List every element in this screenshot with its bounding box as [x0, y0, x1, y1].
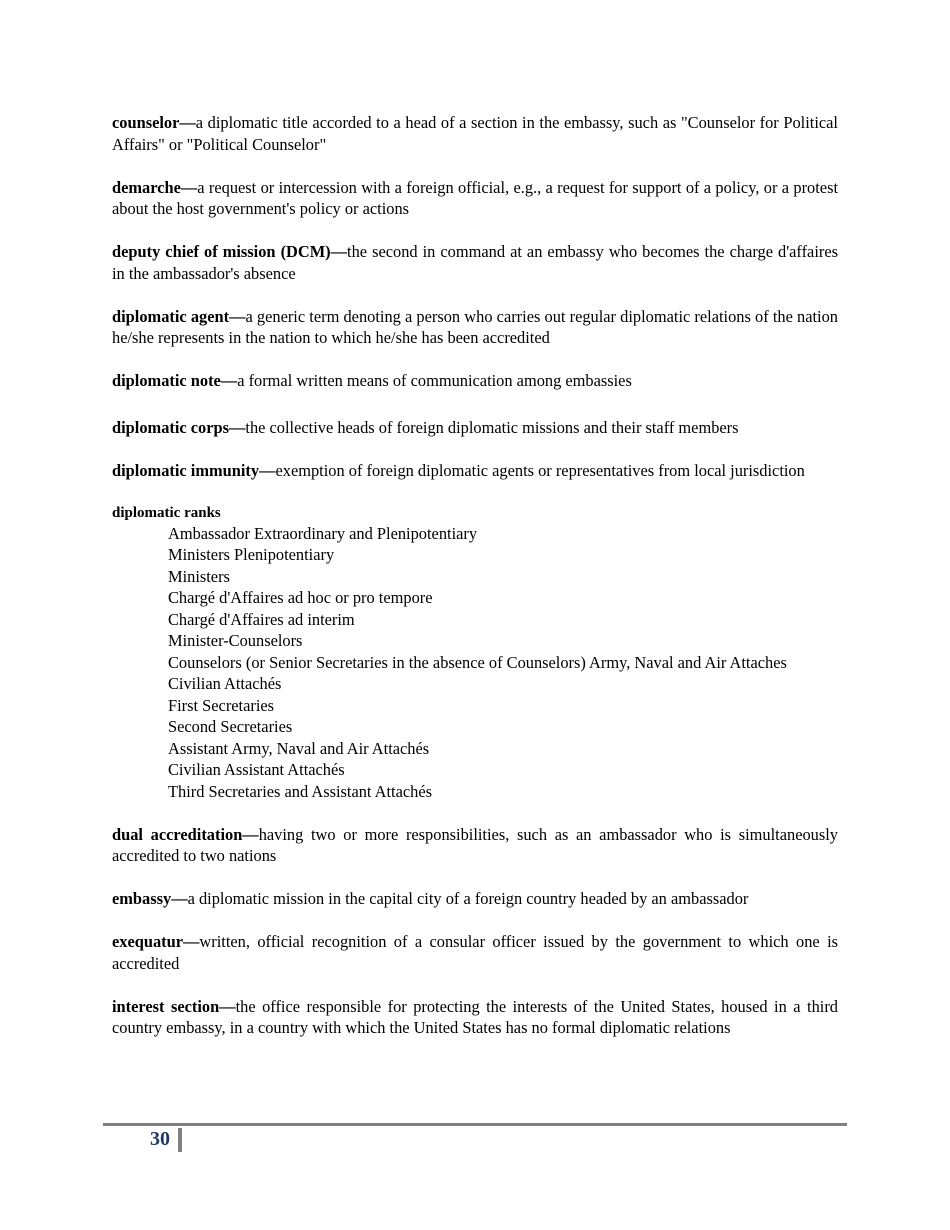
entry-definition: written, official recognition of a consular officer issued by the government to which one is accredited — [112, 932, 838, 973]
rank-item: Ministers — [168, 566, 230, 586]
entry-term: diplomatic note— — [112, 371, 238, 390]
glossary-entry — [112, 112, 838, 155]
glossary-entry — [112, 370, 838, 392]
rank-item: Assistant Army, Naval and Air Attachés — [168, 738, 430, 758]
rank-item: Civilian Assistant Attachés — [168, 760, 345, 779]
page-number: 30 — [150, 1128, 170, 1150]
entry-term: diplomatic corps— — [112, 417, 246, 437]
glossary-entry — [112, 177, 838, 220]
rank-item: Third Secretaries and Assistant Attachés — [168, 781, 433, 801]
rank-item: Civilian Attachés — [168, 674, 282, 693]
glossary-page — [112, 112, 838, 1060]
rank-item: Second Secretaries — [168, 717, 293, 736]
footer-rule — [103, 1123, 847, 1126]
entry-definition: a request or intercession with a foreign official, e.g., a request for support of a policy, or a protest about the host government's policy or actions — [112, 177, 838, 218]
entry-term: diplomatic immunity— — [112, 460, 276, 480]
glossary-entry — [112, 460, 838, 482]
rank-item: Minister-Counselors — [168, 631, 303, 650]
entry-definition: a diplomatic title accorded to a head of a section in the embassy, such as "Counselor for Political Affairs" or "Political Counselor" — [112, 113, 838, 154]
entry-definition: the office responsible for protecting the interests of the United States, housed in a third country embassy, in a country with which the United States has no formal diplomatic relations — [112, 996, 838, 1037]
page-number-divider — [178, 1128, 182, 1152]
rank-item: Chargé d'Affaires ad hoc or pro tempore — [168, 588, 433, 607]
rank-item: Ambassador Extraordinary and Plenipotentiary — [168, 523, 478, 543]
glossary-entry — [112, 931, 838, 974]
ranks-title: diplomatic ranks — [112, 504, 221, 521]
entry-term: counselor— — [112, 113, 196, 132]
entry-definition: exemption of foreign diplomatic agents or representatives from local jurisdiction — [275, 460, 805, 480]
rank-item: First Secretaries — [168, 695, 275, 715]
entry-term: exequatur— — [112, 932, 200, 951]
entry-term: diplomatic agent— — [112, 306, 246, 326]
entry-definition: a generic term denoting a person who carries out regular diplomatic relations of the nation he/she represents in the nation to which he/she has been accredited — [112, 306, 838, 347]
rank-item: Ministers Plenipotentiary — [168, 545, 335, 564]
entry-definition: a diplomatic mission in the capital city of a foreign country headed by an ambassador — [187, 889, 749, 908]
glossary-entry — [112, 996, 838, 1039]
entry-term: demarche— — [112, 177, 198, 197]
entry-definition: the collective heads of foreign diplomatic missions and their staff members — [245, 417, 739, 437]
rank-item: Counselors (or Senior Secretaries in the absence of Counselors) Army, Naval and Air Attaches — [168, 652, 787, 672]
entry-definition: the second in command at an embassy who becomes the charge d'affaires in the ambassador's absence — [112, 242, 838, 283]
glossary-entry — [112, 241, 838, 284]
entry-term: embassy— — [112, 889, 188, 908]
glossary-entry — [112, 306, 838, 349]
entry-term: interest section— — [112, 996, 236, 1016]
entry-definition: a formal written means of communication among embassies — [237, 371, 632, 390]
ranks-list — [168, 523, 838, 803]
glossary-entry — [112, 417, 838, 439]
entry-definition: having two or more responsibilities, such as an ambassador who is simultaneously accredited to two nations — [112, 824, 838, 865]
glossary-entry — [112, 824, 838, 867]
entry-term: deputy chief of mission (DCM)— — [112, 242, 348, 261]
entry-term: dual accreditation— — [112, 824, 259, 844]
glossary-entry — [112, 888, 838, 910]
rank-item: Chargé d'Affaires ad interim — [168, 609, 355, 629]
